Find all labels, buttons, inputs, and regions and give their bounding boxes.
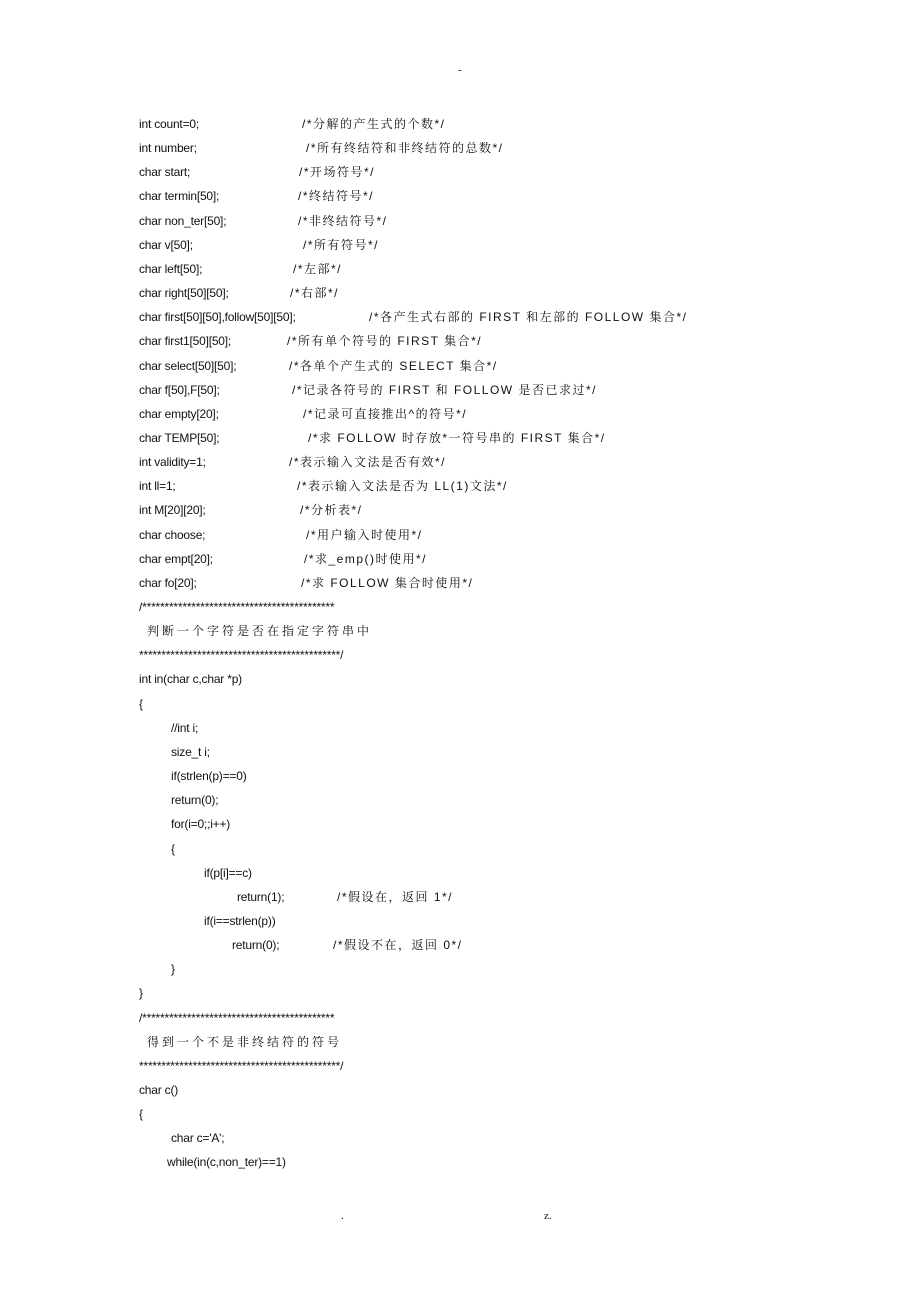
code-line: char start;: [139, 165, 191, 180]
code-line: if(p[i]==c): [204, 865, 252, 880]
code-comment: /*记录可直接推出^的符号*/: [303, 406, 468, 421]
code-line: if(i==strlen(p)): [204, 913, 276, 928]
code-comment: /*记录各符号的 FIRST 和 FOLLOW 是否已求过*/: [292, 382, 597, 397]
code-line: if(strlen(p)==0): [171, 769, 247, 784]
code-comment: /*分解的产生式的个数*/: [302, 117, 446, 131]
code-line: }: [139, 986, 143, 1001]
code-comment: /*所有终结符和非终结符的总数*/: [306, 141, 504, 156]
code-comment: /*各单个产生式的 SELECT 集合*/: [289, 358, 498, 373]
code-comment: /*开场符号*/: [299, 165, 376, 180]
code-line: }: [171, 962, 175, 977]
code-line: char choose;: [139, 527, 206, 542]
code-line: 得到一个不是非终结符的符号: [147, 1034, 343, 1049]
code-line: return(0);: [232, 938, 280, 953]
code-line: char left[50];: [139, 261, 203, 276]
code-line: char non_ter[50];: [139, 213, 227, 228]
code-comment: /*表示输入文法是否有效*/: [289, 455, 447, 470]
code-line: char c='A';: [171, 1131, 225, 1146]
code-line: int validity=1;: [139, 455, 206, 470]
code-line: int count=0;: [139, 117, 199, 131]
code-line: char select[50][50];: [139, 358, 237, 373]
comment-banner-line: *********************************************/: [139, 648, 344, 663]
code-comment: /*表示输入文法是否为 LL(1)文法*/: [297, 479, 508, 494]
code-line: char right[50][50];: [139, 286, 229, 301]
code-comment: /*右部*/: [290, 286, 340, 301]
code-comment: /*终结符号*/: [298, 189, 375, 204]
footer-right-mark: z.: [544, 1210, 552, 1222]
code-comment: /*假设不在，返回 0*/: [333, 938, 463, 953]
code-line: char f[50],F[50];: [139, 382, 220, 397]
code-line: char v[50];: [139, 237, 193, 252]
code-line: char first1[50][50];: [139, 334, 232, 349]
code-comment: /*左部*/: [293, 261, 343, 276]
comment-banner-line: *********************************************/: [139, 1058, 344, 1073]
code-line: 判断一个字符是否在指定字符串中: [147, 624, 373, 639]
code-line: char TEMP[50];: [139, 430, 220, 445]
code-line: {: [139, 696, 143, 711]
code-line: return(1);: [237, 889, 285, 904]
code-line: {: [171, 841, 175, 856]
code-line: {: [139, 1107, 143, 1122]
code-comment: /*求 FOLLOW 集合时使用*/: [301, 575, 474, 590]
code-comment: /*用户输入时使用*/: [306, 527, 423, 542]
code-line: int in(char c,char *p): [139, 672, 242, 687]
code-line: char termin[50];: [139, 189, 220, 204]
footer-left-mark: .: [341, 1210, 344, 1222]
code-line: int ll=1;: [139, 479, 176, 494]
code-line: //int i;: [171, 720, 199, 735]
code-comment: /*求 FOLLOW 时存放*一符号串的 FIRST 集合*/: [308, 430, 606, 445]
code-comment: /*所有单个符号的 FIRST 集合*/: [287, 334, 483, 349]
code-line: int M[20][20];: [139, 503, 206, 518]
comment-banner-line: /*******************************************: [139, 1010, 335, 1025]
code-line: for(i=0;;i++): [171, 817, 231, 832]
code-comment: /*分析表*/: [300, 503, 363, 518]
page-header-mark: -: [458, 64, 462, 76]
code-line: char fo[20];: [139, 575, 197, 590]
comment-banner-line: /*******************************************: [139, 600, 335, 614]
code-comment: /*各产生式右部的 FIRST 和左部的 FOLLOW 集合*/: [369, 310, 688, 325]
code-line: char c(): [139, 1083, 179, 1097]
code-line: int number;: [139, 141, 197, 156]
code-line: char empty[20];: [139, 406, 219, 421]
code-comment: /*假设在，返回 1*/: [337, 889, 454, 904]
code-line: char first[50][50],follow[50][50];: [139, 310, 296, 325]
code-line: while(in(c,non_ter)==1): [167, 1155, 286, 1170]
code-comment: /*求_emp()时使用*/: [304, 551, 428, 566]
code-line: size_t i;: [171, 744, 210, 759]
code-comment: /*非终结符号*/: [298, 213, 388, 228]
code-line: char empt[20];: [139, 551, 213, 566]
code-comment: /*所有符号*/: [303, 237, 380, 252]
code-line: return(0);: [171, 793, 219, 808]
